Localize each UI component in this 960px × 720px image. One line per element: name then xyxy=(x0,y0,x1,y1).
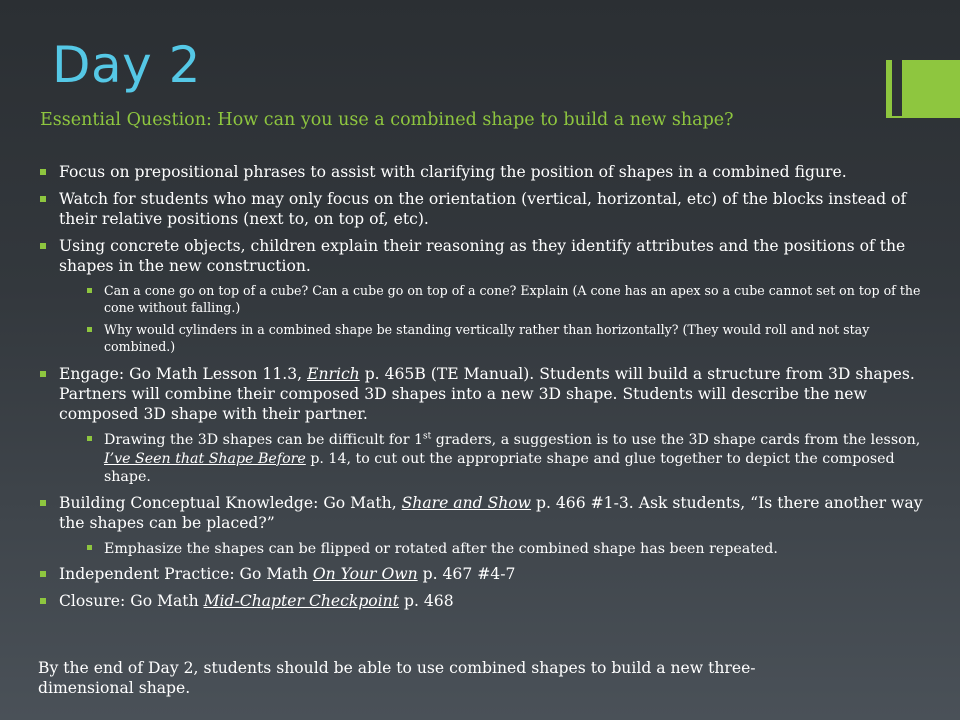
sub-bullet-item xyxy=(38,322,933,355)
bullet-square-icon xyxy=(40,500,46,506)
bullet-item xyxy=(38,162,933,182)
bullet-text-post: p. 467 #4-7 xyxy=(417,565,516,583)
bullet-item xyxy=(38,364,933,424)
bullet-text: Using concrete objects, children explain their reasoning as they identify attributes and the positions of the shapes in the new construction. xyxy=(59,237,906,275)
sub-bullet-item xyxy=(38,431,933,487)
bullet-text-post: p. 466 #1-3. Ask students, “Is there another way the shapes can be placed?” xyxy=(59,493,923,532)
bullet-item xyxy=(38,493,933,533)
sub-bullet-item xyxy=(38,540,933,559)
bullet-square-icon xyxy=(87,288,92,293)
bullet-text: Focus on prepositional phrases to assist with clarifying the position of shapes in a combined figure. xyxy=(59,163,847,181)
sub-bullet-text-mid: graders, a suggestion is to use the 3D shape cards from the lesson, xyxy=(431,432,921,448)
bullet-square-icon xyxy=(87,327,92,332)
bullet-text-post: p. 465B (TE Manual). Students will build a structure from 3D shapes. Partners will combine their composed 3D shapes into a new 3D shape. Students will describe the new composed 3D shape with their partner. xyxy=(59,365,915,423)
bullet-item xyxy=(38,591,933,611)
bullet-item xyxy=(38,564,933,584)
bullet-item xyxy=(38,236,933,276)
closing-line-2: dimensional shape. xyxy=(38,679,191,697)
closing-statement xyxy=(38,658,918,698)
bullet-square-icon xyxy=(40,243,46,249)
sub-bullet-item xyxy=(38,283,933,316)
mid-chapter-checkpoint-link[interactable]: Mid-Chapter Checkpoint xyxy=(203,592,399,610)
share-and-show-link[interactable]: Share and Show xyxy=(401,493,532,512)
essential-question: Essential Question: How can you use a combined shape to build a new shape? xyxy=(40,110,734,130)
bullet-text-post: p. 468 xyxy=(399,592,454,610)
bullet-text-pre: Engage: Go Math Lesson 11.3, xyxy=(59,365,308,383)
decor-line xyxy=(886,116,960,118)
bullet-square-icon xyxy=(40,169,46,175)
bullet-square-icon xyxy=(40,196,46,202)
bullet-list xyxy=(38,162,933,618)
bullet-item xyxy=(38,189,933,229)
bullet-square-icon xyxy=(87,436,92,441)
decor-bar-thick xyxy=(902,60,960,116)
bullet-text: Watch for students who may only focus on the orientation (vertical, horizontal, etc) of the blocks instead of their relative positions (next to, on top of, etc). xyxy=(59,190,907,228)
sub-bullet-text: Can a cone go on top of a cube? Can a cube go on top of a cone? Explain (A cone has an apex so a cube cannot set on top of the cone without falling.) xyxy=(104,283,921,315)
sub-bullet-text: Emphasize the shapes can be flipped or rotated after the combined shape has been repeated. xyxy=(104,540,778,557)
bullet-square-icon xyxy=(40,571,46,577)
sub-bullet-text: Why would cylinders in a combined shape be standing vertically rather than horizontally? (They would roll and not stay combined.) xyxy=(104,322,870,354)
bullet-square-icon xyxy=(87,545,92,550)
sub-bullet-text-post: p. 14, to cut out the appropriate shape and glue together to depict the composed shape. xyxy=(104,450,895,485)
on-your-own-link[interactable]: On Your Own xyxy=(312,565,418,583)
sub-bullet-text-pre: Drawing the 3D shapes can be difficult for 1 xyxy=(104,432,424,448)
bullet-text-pre: Building Conceptual Knowledge: Go Math, xyxy=(59,493,402,512)
closing-line-1: By the end of Day 2, students should be able to use combined shapes to build a new three- xyxy=(38,659,756,677)
ordinal-suffix: st xyxy=(423,431,432,442)
ive-seen-that-shape-link[interactable]: I’ve Seen that Shape Before xyxy=(104,450,306,467)
bullet-text-pre: Independent Practice: Go Math xyxy=(59,565,313,583)
bullet-square-icon xyxy=(40,371,46,377)
decor-bar-thin xyxy=(886,60,892,116)
slide-title: Day 2 xyxy=(52,36,201,94)
bullet-text-pre: Closure: Go Math xyxy=(59,592,204,610)
enrich-link[interactable]: Enrich xyxy=(307,365,360,383)
bullet-square-icon xyxy=(40,598,46,604)
